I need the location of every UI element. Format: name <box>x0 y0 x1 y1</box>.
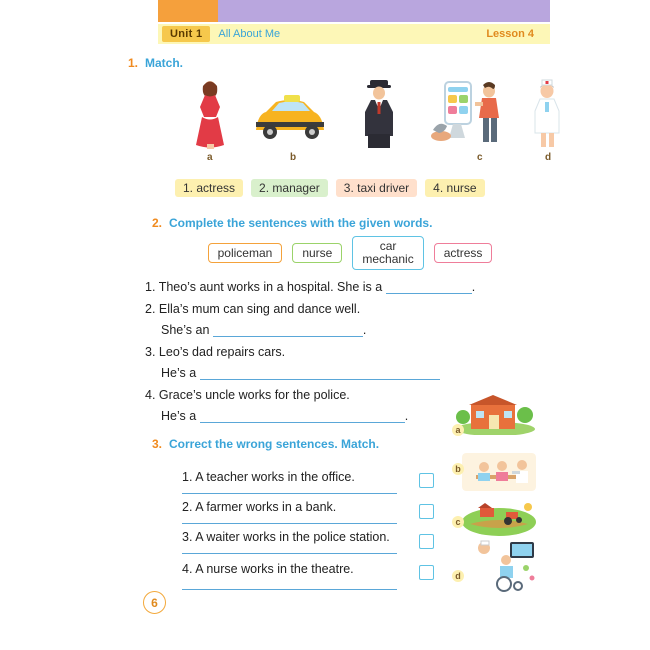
picture-b-driver-figure <box>353 78 405 150</box>
mechanic-with-tablet-icon <box>427 78 511 150</box>
option-3-word: taxi driver <box>357 181 410 195</box>
ex3-item-4-checkbox[interactable] <box>419 565 434 580</box>
picture-b-taxi <box>250 78 336 163</box>
item-3-text: Leo’s dad repairs cars. <box>158 345 286 359</box>
exercise-2-word-bank <box>170 240 530 266</box>
ex3-item-4-answer-line[interactable] <box>182 588 397 590</box>
option-4-number: 4. <box>433 181 444 195</box>
option-4[interactable] <box>425 179 484 197</box>
exercise-1-number: 1. <box>128 56 139 70</box>
word-card-policeman[interactable]: policeman <box>208 243 283 264</box>
option-2-word: manager <box>272 181 320 195</box>
option-1-number: 1. <box>183 181 194 195</box>
exercise-1-title: Match. <box>145 56 184 70</box>
nurse-icon <box>527 78 567 150</box>
exercise-2-item-2 <box>145 302 360 316</box>
option-1[interactable] <box>175 179 243 197</box>
option-1-word: actress <box>196 181 236 195</box>
exercise-2-number: 2. <box>152 216 163 230</box>
ex3-item-3-number: 3. <box>182 530 193 544</box>
exercise-3-item-2 <box>182 500 336 514</box>
ex3-item-2-number: 2. <box>182 500 193 514</box>
item-2-text: Ella’s mum can sing and dance well. <box>158 302 361 316</box>
picture-d-label: d <box>545 152 552 163</box>
page-number: 6 <box>143 591 166 614</box>
option-2-number: 2. <box>259 181 270 195</box>
farm-field-with-tractor-icon <box>462 500 536 536</box>
top-purple-bar <box>218 0 550 22</box>
ex3-picture-d-label: d <box>452 570 464 582</box>
actress-in-red-dress-icon <box>187 78 233 150</box>
option-2[interactable] <box>251 179 328 197</box>
ex3-picture-c <box>462 500 536 536</box>
ex3-item-2-text: A farmer works in a bank. <box>195 500 337 514</box>
yellow-taxi-icon <box>250 78 336 150</box>
ex3-item-1-text: A teacher works in the office. <box>195 470 355 484</box>
exercise-3-item-3 <box>182 530 390 544</box>
exercise-1-options <box>175 178 535 198</box>
item-2-answer-blank[interactable] <box>213 324 363 337</box>
exercise-3-item-1 <box>182 470 355 484</box>
top-left-margin <box>0 0 158 22</box>
word-card-nurse[interactable]: nurse <box>292 243 342 264</box>
ex3-item-4-number: 4. <box>182 562 193 576</box>
ex3-picture-a <box>455 393 535 435</box>
ex3-item-1-checkbox[interactable] <box>419 473 434 488</box>
option-3[interactable] <box>336 179 417 197</box>
exercise-3-title: Correct the wrong sentences. Match. <box>169 437 380 451</box>
ex3-item-1-answer-line[interactable] <box>182 492 397 494</box>
lesson-label: Lesson 4 <box>486 28 534 40</box>
picture-c-car-mechanic <box>427 78 511 163</box>
picture-c-label: c <box>477 152 483 163</box>
item-3-number: 3. <box>145 345 156 359</box>
waiter-serving-family-icon <box>462 453 536 491</box>
exercise-2-item-4 <box>145 388 350 402</box>
item-1-answer-blank[interactable] <box>386 281 472 294</box>
word-card-actress[interactable]: actress <box>434 243 493 264</box>
ex3-item-2-checkbox[interactable] <box>419 504 434 519</box>
item-4-number: 4. <box>145 388 156 402</box>
unit-header <box>158 24 550 44</box>
ex3-item-3-answer-line[interactable] <box>182 552 397 554</box>
ex3-picture-b-label: b <box>452 463 464 475</box>
item-1-number: 1. <box>145 280 156 294</box>
exercise-2-item-3 <box>145 345 285 359</box>
item-4-answer-blank[interactable] <box>200 410 405 423</box>
item-2-number: 2. <box>145 302 156 316</box>
exercise-2-title: Complete the sentences with the given words. <box>169 216 433 230</box>
ex3-picture-d <box>458 538 538 592</box>
item-4-text-2: He’s a <box>161 409 197 423</box>
ex3-item-3-text: A waiter works in the police station. <box>195 530 390 544</box>
option-3-number: 3. <box>343 181 354 195</box>
item-2-text-2: She’s an <box>161 323 210 337</box>
picture-d-nurse <box>527 78 567 163</box>
exercise-3-number: 3. <box>152 437 163 451</box>
picture-a-label: a <box>207 152 213 163</box>
ex3-item-2-answer-line[interactable] <box>182 522 397 524</box>
ex3-picture-c-label: c <box>452 516 464 528</box>
exercise-2-item-2-answer-line: She’s an . <box>161 323 367 337</box>
ex3-item-1-number: 1. <box>182 470 193 484</box>
exercise-1-heading <box>128 56 183 70</box>
unit-badge: Unit 1 <box>162 26 210 42</box>
picture-a-actress <box>187 78 233 163</box>
ex3-item-3-checkbox[interactable] <box>419 534 434 549</box>
nurse-with-patient-wheelchair-icon <box>458 538 538 592</box>
item-3-answer-blank[interactable] <box>200 367 440 380</box>
unit-title: All About Me <box>218 28 281 40</box>
exercise-2-item-4-answer-line: He’s a . <box>161 409 409 423</box>
top-orange-bar <box>158 0 218 22</box>
exercise-3-heading <box>152 437 379 451</box>
item-4-text: Grace’s uncle works for the police. <box>158 388 350 402</box>
man-in-suit-icon <box>353 78 405 150</box>
ex3-item-4-text: A nurse works in the theatre. <box>195 562 354 576</box>
exercise-2-item-1: 1. Theo’s aunt works in a hospital. She is a . <box>145 280 476 294</box>
option-4-word: nurse <box>446 181 477 195</box>
word-card-car-mechanic[interactable]: car mechanic <box>352 236 423 269</box>
exercise-2-heading <box>152 216 432 230</box>
ex3-picture-b <box>462 453 536 491</box>
school-building-icon <box>455 393 535 435</box>
exercise-2-item-3-answer-line <box>161 366 440 380</box>
picture-b-label: b <box>290 152 297 163</box>
item-1-text: Theo’s aunt works in a hospital. She is a <box>158 280 383 294</box>
item-3-text-2: He’s a <box>161 366 197 380</box>
exercise-3-item-4 <box>182 562 354 576</box>
ex3-picture-a-label: a <box>452 424 464 436</box>
exercise-1-pictures <box>175 78 552 164</box>
